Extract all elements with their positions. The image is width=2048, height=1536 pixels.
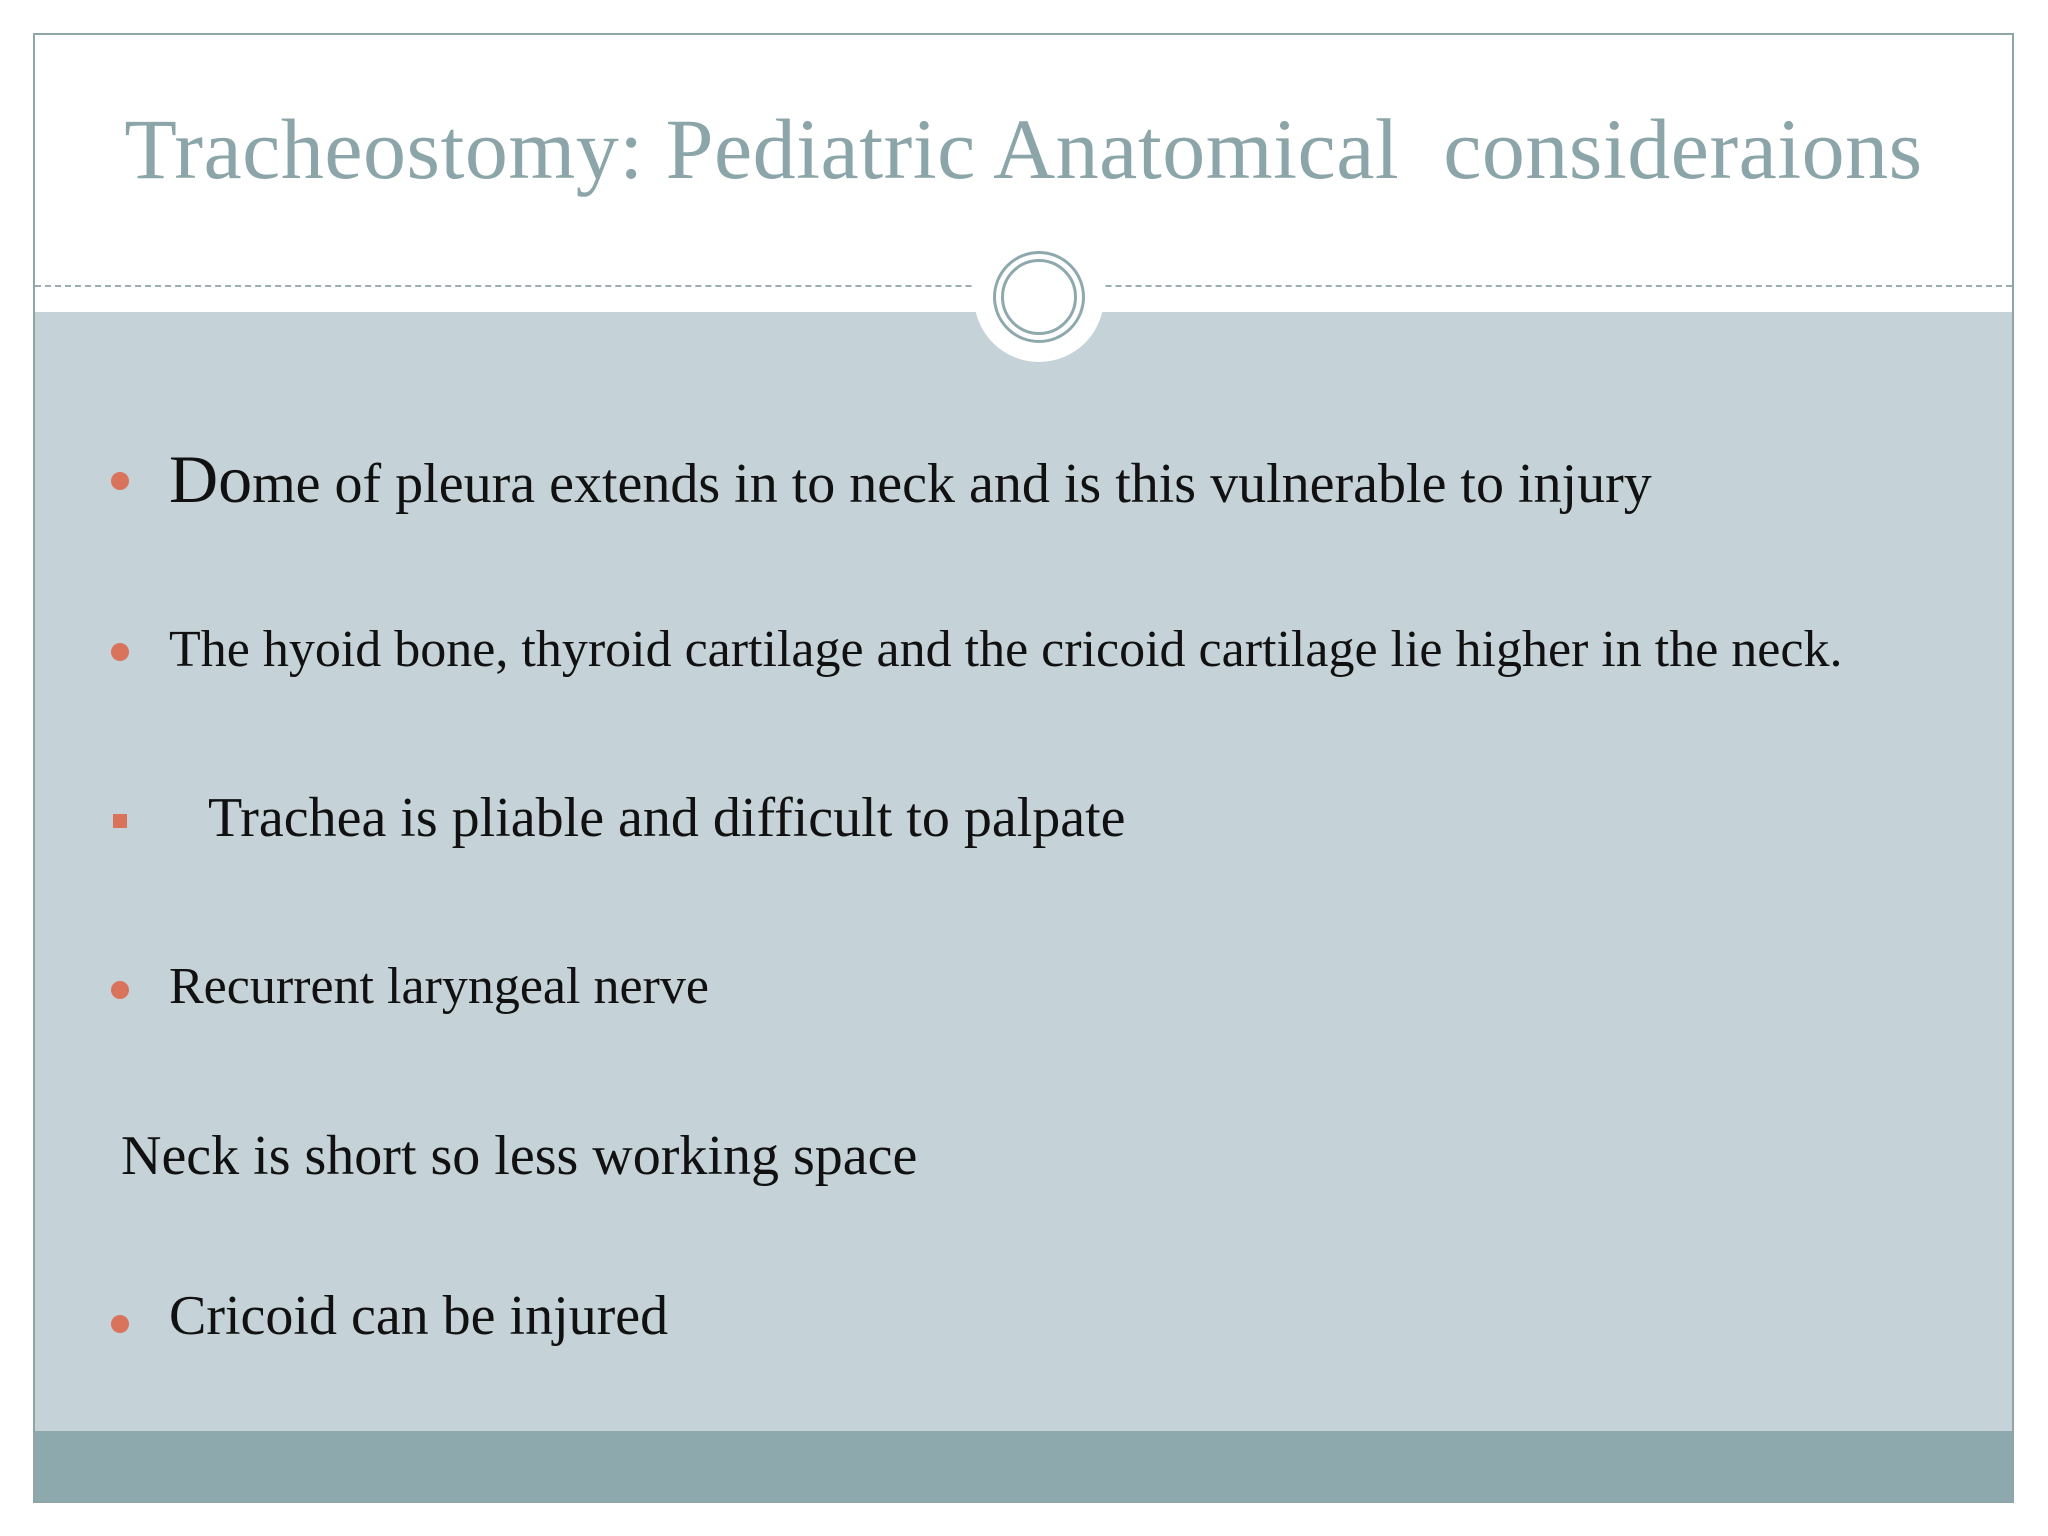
bullet-item: Trachea is pliable and difficult to palpate <box>208 787 1126 849</box>
bullet-item <box>169 440 1652 519</box>
circle-bullet-icon <box>111 643 129 661</box>
bullet-item: The hyoid bone, thyroid cartilage and the cricoid cartilage lie higher in the neck. <box>169 621 1843 678</box>
circle-bullet-icon <box>111 981 129 999</box>
ring-ornament-icon <box>974 232 1104 362</box>
footer-bar <box>35 1431 2012 1501</box>
circle-bullet-icon <box>111 472 129 490</box>
slide-title: Tracheostomy: Pediatric Anatomical consideraions <box>124 101 1923 197</box>
slide <box>33 33 2014 1503</box>
plain-text-line: Neck is short so less working space <box>121 1125 918 1187</box>
circle-bullet-icon <box>111 1315 129 1333</box>
bullet-item: Cricoid can be injured <box>169 1285 669 1347</box>
bullet-text: me of pleura extends in to neck and is this vulnerable to injury <box>252 453 1652 515</box>
bullet-item: Recurrent laryngeal nerve <box>169 958 709 1015</box>
content-area <box>35 312 2012 1465</box>
square-bullet-icon <box>113 814 127 828</box>
bullet-lead-text: Do <box>169 441 253 517</box>
